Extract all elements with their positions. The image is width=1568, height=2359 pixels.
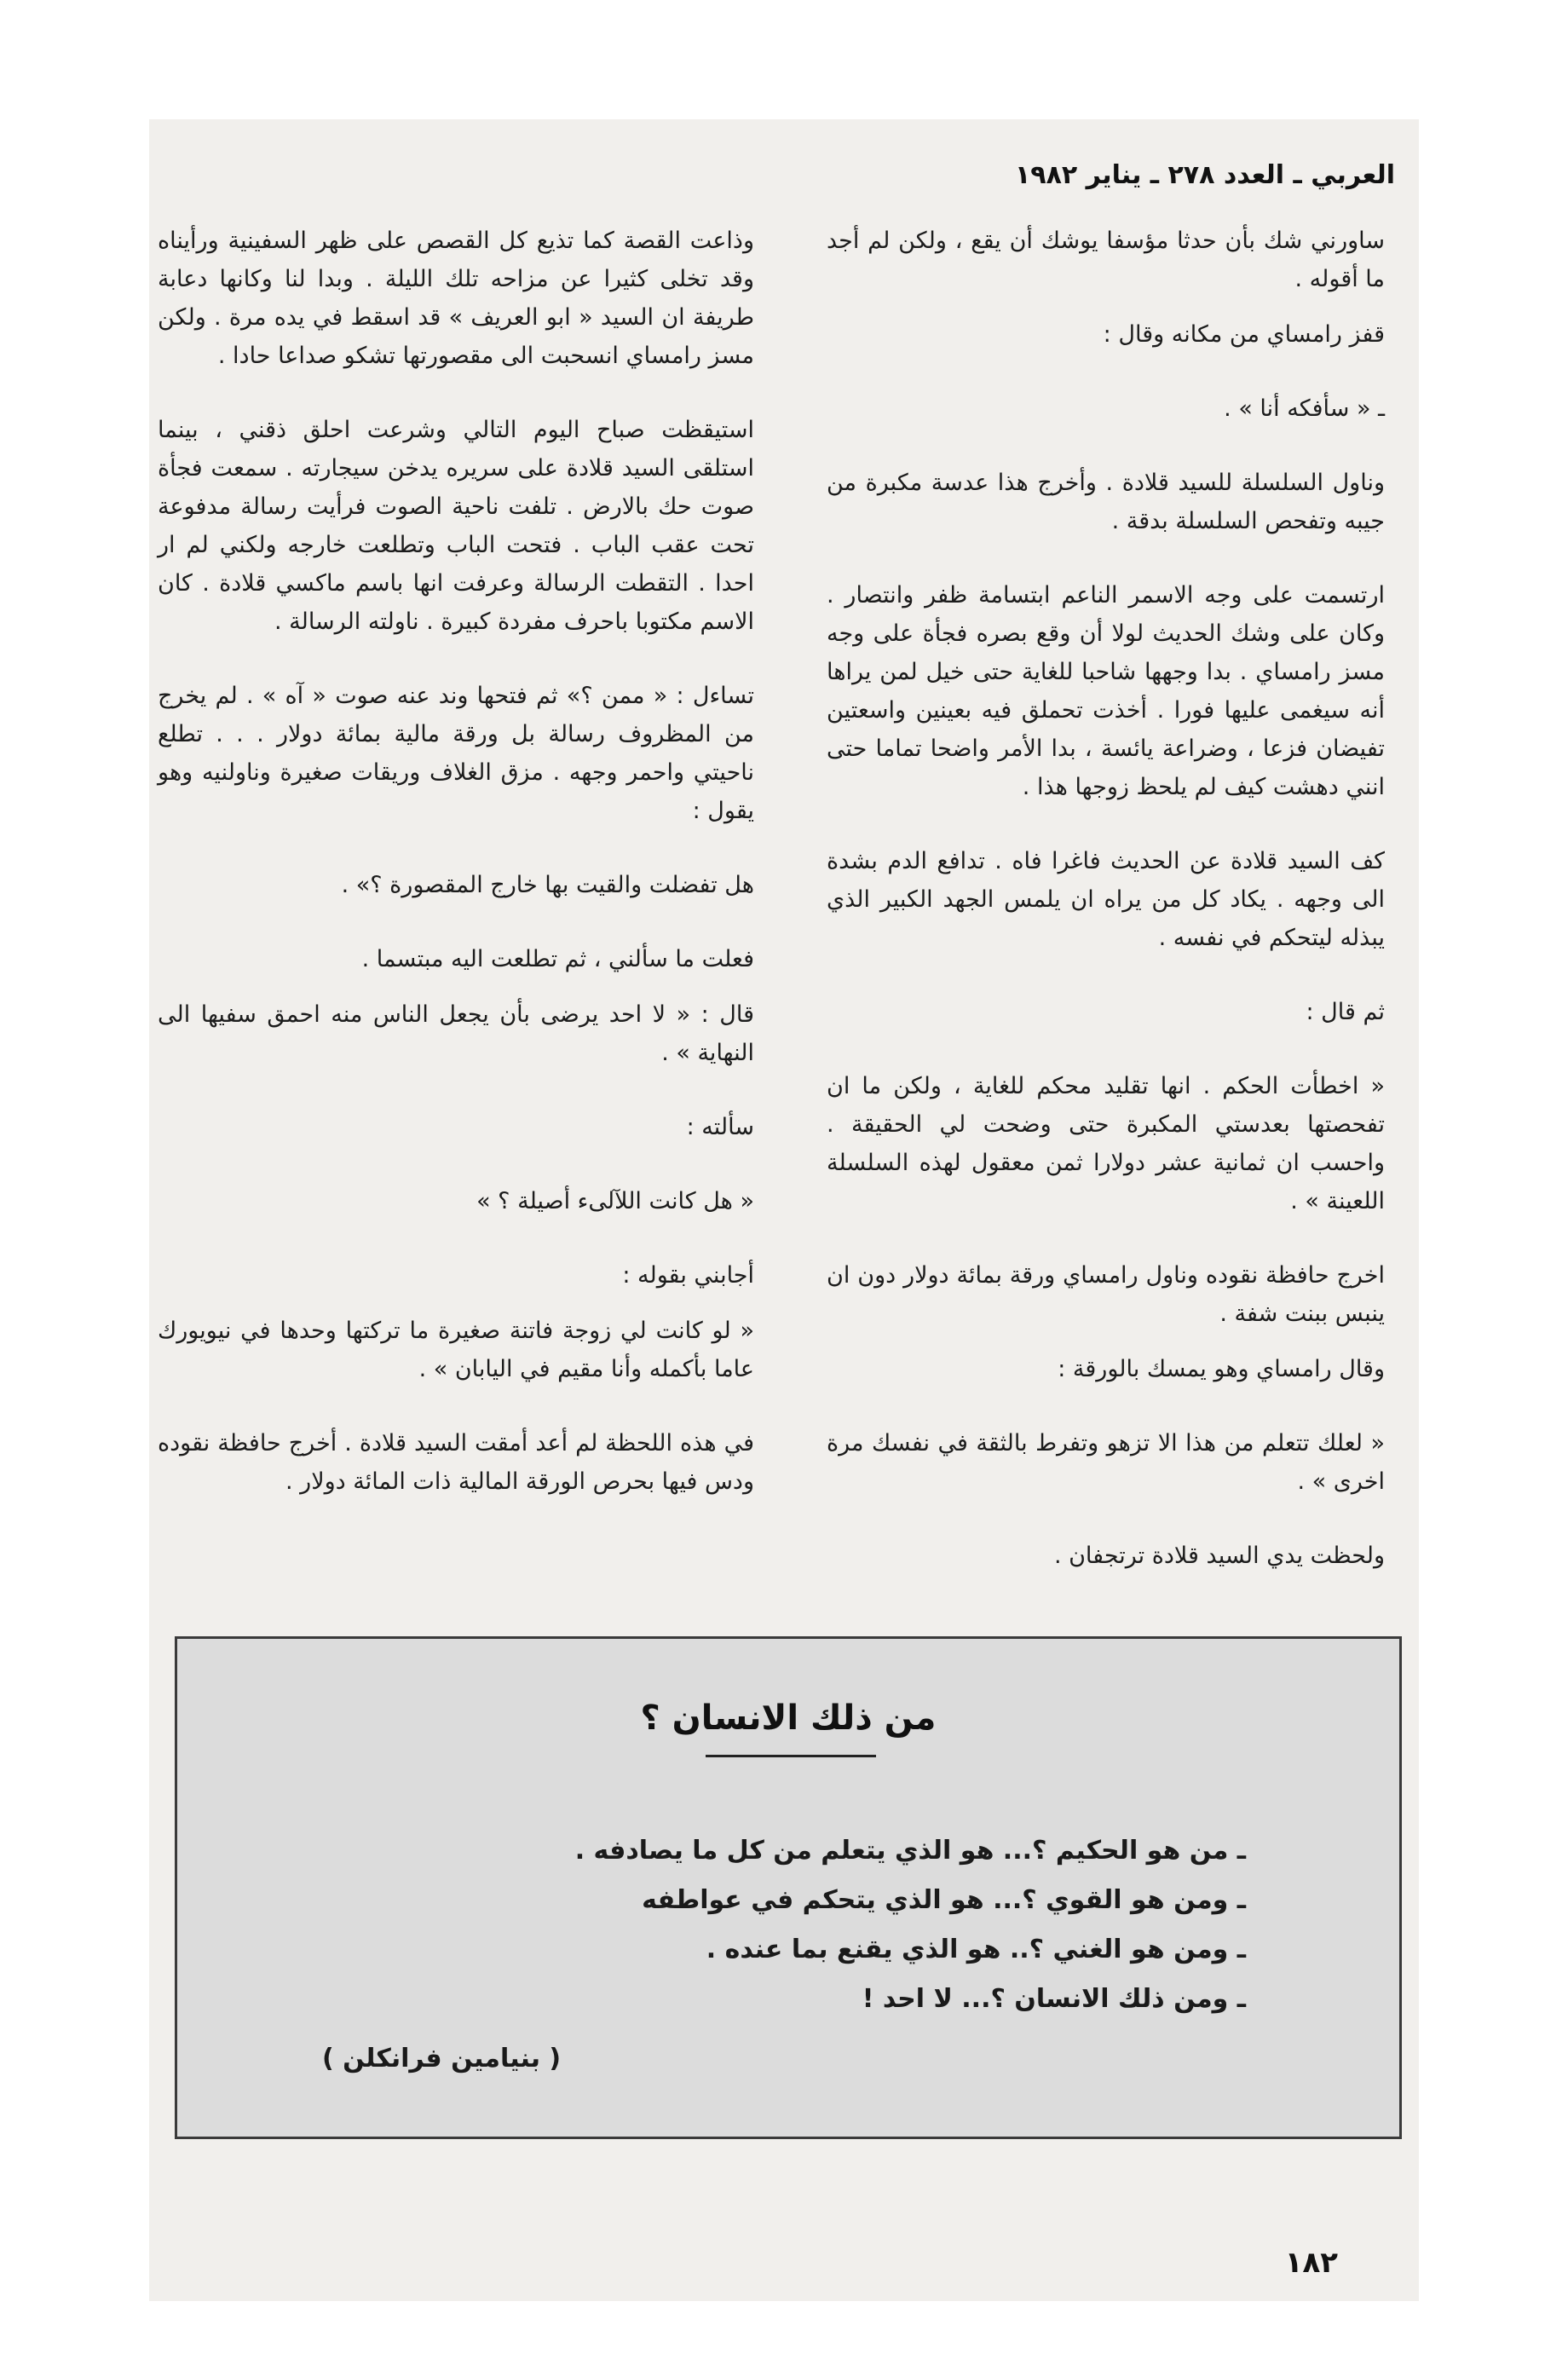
quote-line: ـ ومن ذلك الانسان ؟... لا احد ! (862, 1984, 1246, 2014)
paragraph: ـ « سأفكه أنا » . (1224, 395, 1385, 422)
paragraph: وذاعت القصة كما تذيع كل القصص على ظهر السفينية ورأيناه وقد تخلى كثيرا عن مزاحه تلك الليلة . وبدا لنا وكانها دعابة طريفة ان السيد « ابو العريف » قد اسقط في يده مرة . ولكن مسز رامساي انسحبت الى مقصورتها تشكو صداعا حادا . (158, 228, 754, 369)
running-header: العربي ـ العدد ٢٧٨ ـ يناير ١٩٨٢ (1014, 160, 1395, 190)
paragraph: ولحظت يدي السيد قلادة ترتجفان . (1053, 1543, 1385, 1569)
paragraph: اخرج حافظة نقوده وناول رامساي ورقة بمائة دولار دون ان ينبس ببنت شفة . (827, 1262, 1385, 1327)
paragraph: ارتسمت على وجه الاسمر الناعم ابتسامة ظفر وانتصار . وكان على وشك الحديث لولا أن وقع بصره فجأة على وجه مسز رامساي . بدا وجهها شاحبا للغاية حتى خيل لمن يراها أنه سيغمى عليها فورا . أخذت تحملق فيه بعينين واسعتين تفيضان فزعا ، وضراعة يائسة ، بدا الأمر واضحا تماما حتى انني دهشت كيف لم يلحظ زوجها هذا . (827, 582, 1385, 800)
paragraph: « هل كانت اللآلىء أصيلة ؟ » (476, 1188, 754, 1214)
title-underline (706, 1755, 876, 1757)
paragraph: قفز رامساي من مكانه وقال : (1103, 321, 1385, 348)
paragraph: في هذه اللحظة لم أعد أمقت السيد قلادة . أخرج حافظة نقوده ودس فيها بحرص الورقة المالية ذات المائة دولار . (158, 1430, 754, 1495)
paragraph: أجابني بقوله : (622, 1262, 754, 1289)
paragraph: ساورني شك بأن حدثا مؤسفا يوشك أن يقع ، ولكن لم أجد ما أقوله . (827, 228, 1385, 292)
paragraph: كف السيد قلادة عن الحديث فاغرا فاه . تدافع الدم بشدة الى وجهه . يكاد كل من يراه ان يلمس الجهد الكبير الذي يبذله ليتحكم في نفسه . (827, 848, 1385, 951)
paragraph: فعلت ما سألني ، ثم تطلعت اليه مبتسما . (361, 946, 754, 972)
paragraph: استيقظت صباح اليوم التالي وشرعت احلق ذقني ، بينما استلقى السيد قلادة على سريره يدخن سيجارته . سمعت فجأة صوت حك بالارض . تلفت ناحية الصوت فرأيت رسالة مدفوعة تحت عقب الباب . فتحت الباب وتطلعت خارجه ولكني لم ار احدا . التقطت الرسالة وعرفت انها باسم ماكسي قلادة . كان الاسم مكتوبا باحرف مفردة كبيرة . ناولته الرسالة . (158, 417, 754, 635)
quote-line: ـ من هو الحكيم ؟... هو الذي يتعلم من كل ما يصادفه . (574, 1836, 1246, 1866)
quote-line: ـ ومن هو القوي ؟... هو الذي يتحكم في عواطفه (642, 1885, 1246, 1915)
quote-box-title: من ذلك الانسان ؟ (640, 1699, 937, 1738)
paragraph: « اخطأت الحكم . انها تقليد محكم للغاية ، ولكن ما ان تفحصتها بعدستي المكبرة حتى وضحت لي الحقيقة . واحسب ان ثمانية عشر دولارا ثمن معقول لهذه السلسلة اللعينة » . (827, 1073, 1385, 1214)
magazine-page (149, 119, 1419, 2301)
paragraph: « لو كانت لي زوجة فاتنة صغيرة ما تركتها وحدها في نيويورك عاما بأكمله وأنا مقيم في اليابان » . (158, 1318, 754, 1382)
page-number: ١٨٢ (1284, 2246, 1338, 2280)
quote-lines (479, 1826, 1246, 2024)
paragraph: تساءل : « ممن ؟» ثم فتحها وند عنه صوت « آه » . لم يخرج من المظروف رسالة بل ورقة مالية بمائة دولار . . . تطلع ناحيتي واحمر وجهه . مزق الغلاف وريقات صغيرة وناولنيه وهو يقول : (158, 683, 754, 824)
paragraph: « لعلك تتعلم من هذا الا تزهو وتفرط بالثقة في نفسك مرة اخرى » . (827, 1430, 1385, 1495)
paragraph: قال : « لا احد يرضى بأن يجعل الناس منه احمق سفيها الى النهاية » . (158, 1001, 754, 1066)
right-column (827, 222, 1385, 1611)
paragraph: وناول السلسلة للسيد قلادة . وأخرج هذا عدسة مكبرة من جيبه وتفحص السلسلة بدقة . (827, 470, 1385, 534)
quote-author: ( بنيامين فرانكلن ) (322, 2044, 562, 2073)
left-column (158, 222, 754, 1537)
paragraph: سألته : (686, 1114, 754, 1140)
paragraph: ثم قال : (1306, 999, 1385, 1025)
quote-box (175, 1636, 1402, 2139)
paragraph: هل تفضلت والقيت بها خارج المقصورة ؟» . (341, 872, 754, 898)
quote-line: ـ ومن هو الغني ؟.. هو الذي يقنع بما عنده . (706, 1935, 1246, 1964)
paragraph: وقال رامساي وهو يمسك بالورقة : (1058, 1356, 1385, 1382)
